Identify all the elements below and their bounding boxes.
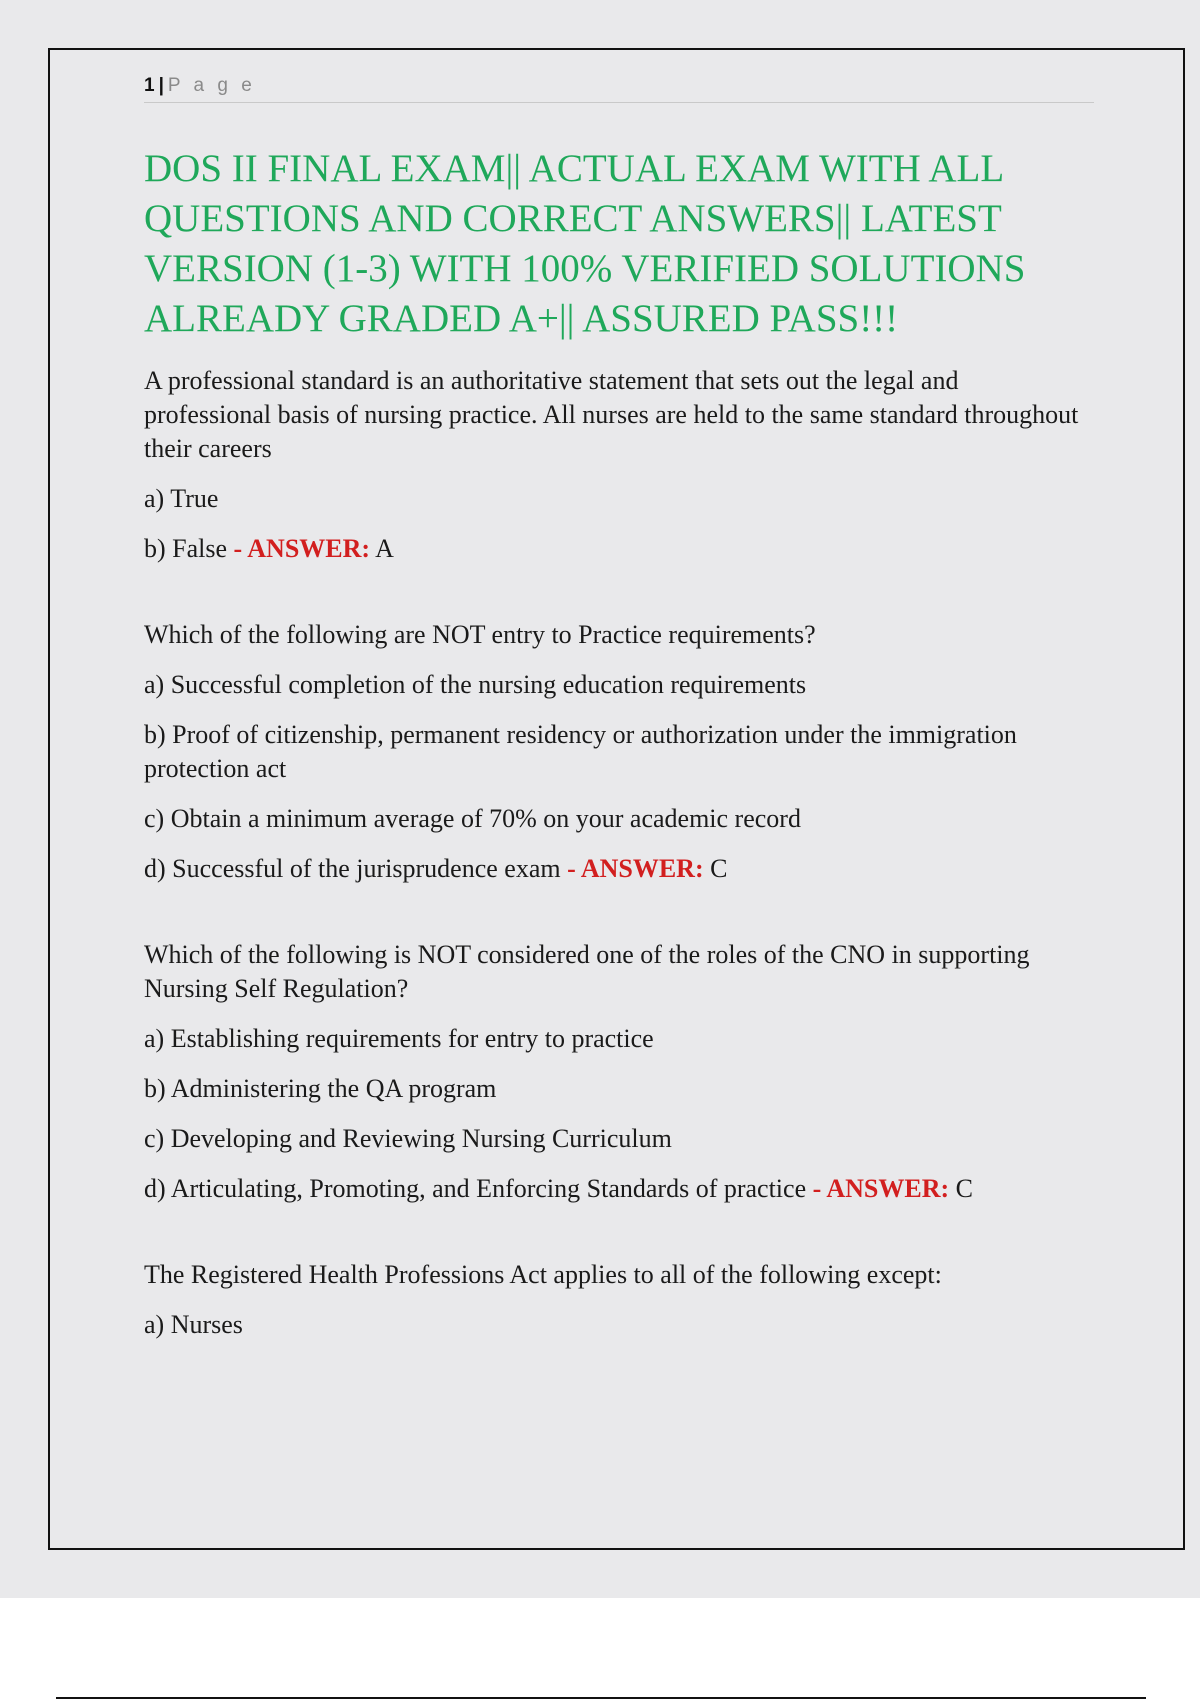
answer-label: - ANSWER:	[567, 854, 704, 883]
answer-option: a) Establishing requirements for entry to practice	[144, 1024, 654, 1053]
answer-value: A	[375, 534, 394, 563]
answer-option: a) Nurses	[144, 1310, 243, 1339]
page-header	[144, 72, 1094, 103]
answer-option: a) Successful completion of the nursing education requirements	[144, 670, 807, 699]
answer-option: c) Developing and Reviewing Nursing Curriculum	[144, 1124, 672, 1153]
answer-label: - ANSWER:	[233, 534, 371, 563]
question-text: The Registered Health Professions Act applies to all of the following except:	[144, 1260, 942, 1289]
document-title: DOS II FINAL EXAM|| ACTUAL EXAM WITH ALL QUESTIONS AND CORRECT ANSWERS|| LATEST VERSION (1-3) WITH 100% VERIFIED SOLUTIONS ALREADY GRADED A+|| ASSURED PASS!!!	[144, 147, 1026, 340]
answer-option: a) True	[144, 484, 219, 513]
question-text: Which of the following is NOT considered one of the roles of the CNO in supporting Nursing Self Regulation?	[144, 940, 1030, 1003]
document-content	[144, 144, 1089, 1342]
page-separator: |	[158, 75, 164, 96]
answer-option-with-key	[144, 1172, 1089, 1206]
page-number: 1	[144, 75, 155, 96]
answer-option: d) Successful of the jurisprudence exam	[144, 854, 561, 883]
answer-option: b) Administering the QA program	[144, 1074, 497, 1103]
question-text: A professional standard is an authoritative statement that sets out the legal and professional basis of nursing practice. All nurses are held to the same standard throughout their careers	[144, 366, 1079, 463]
answer-option: d) Articulating, Promoting, and Enforcing Standards of practice	[144, 1174, 807, 1203]
answer-option: c) Obtain a minimum average of 70% on your academic record	[144, 804, 801, 833]
answer-option-with-key	[144, 532, 1089, 566]
question-text: Which of the following are NOT entry to Practice requirements?	[144, 620, 816, 649]
page-word: P a g e	[167, 75, 256, 96]
footer-rule	[56, 1697, 1146, 1699]
answer-option-with-key	[144, 852, 1089, 886]
answer-value: C	[710, 854, 728, 883]
answer-option: b) False	[144, 534, 228, 563]
answer-label: - ANSWER:	[812, 1174, 950, 1203]
answer-value: C	[955, 1174, 973, 1203]
answer-option: b) Proof of citizenship, permanent residency or authorization under the immigration protection act	[144, 720, 1017, 783]
